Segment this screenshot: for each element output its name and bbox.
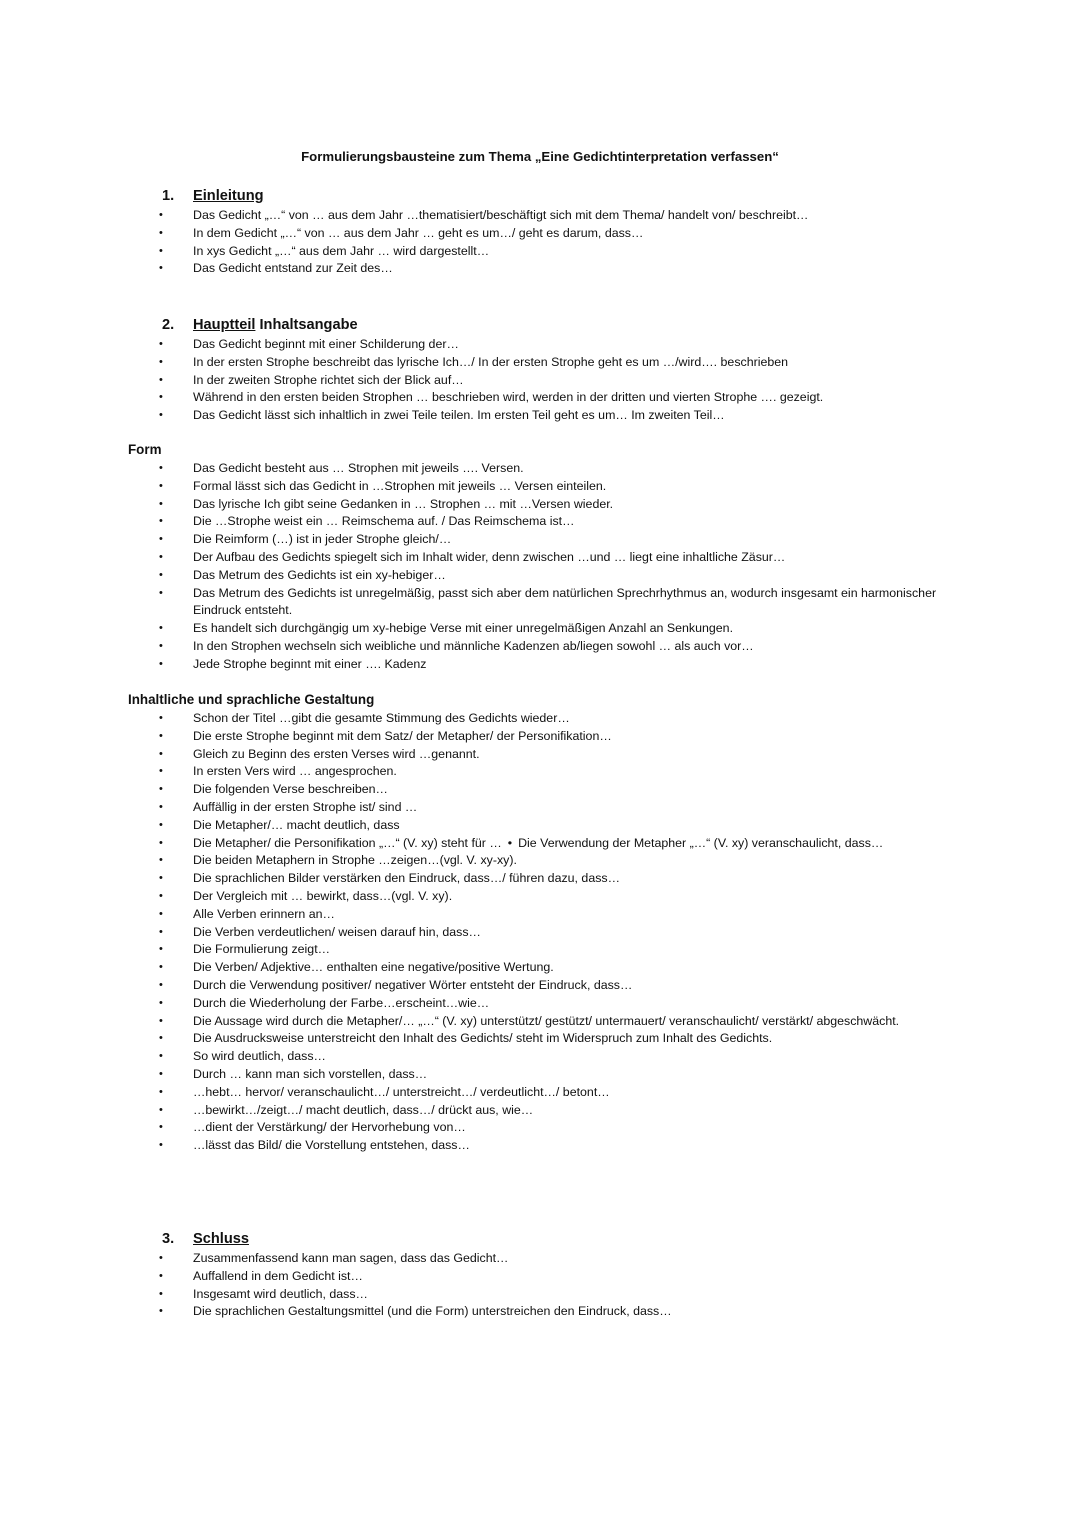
- list-item: • Der Aufbau des Gedichts spiegelt sich im Inhalt wider, denn zwischen …und … liegt eine inhaltliche Zäsur…: [0, 549, 1080, 567]
- section-schluss: [0, 1230, 1080, 1321]
- section-heading: [0, 316, 1080, 336]
- form-list: [0, 460, 1080, 674]
- section-number: 1.: [162, 188, 175, 204]
- list-item: • In dem Gedicht „…“ von … aus dem Jahr … geht es um…/ geht es darum, dass…: [0, 225, 1080, 243]
- list-item: • So wird deutlich, dass…: [0, 1048, 1080, 1066]
- list-item: • …hebt… hervor/ veranschaulicht…/ unterstreicht…/ verdeutlicht…/ betont…: [0, 1084, 1080, 1102]
- list-item: • …dient der Verstärkung/ der Hervorhebung von…: [0, 1119, 1080, 1137]
- list-item: • In ersten Vers wird … angesprochen.: [0, 763, 1080, 781]
- list-item: • Formal lässt sich das Gedicht in …Strophen mit jeweils … Versen einteilen.: [0, 478, 1080, 496]
- subsection-title: Form: [128, 442, 162, 457]
- list-item: • Gleich zu Beginn des ersten Verses wird …genannt.: [0, 746, 1080, 764]
- list-item: • Insgesamt wird deutlich, dass…: [0, 1286, 1080, 1304]
- list-item: • …lässt das Bild/ die Vorstellung entstehen, dass…: [0, 1137, 1080, 1155]
- list-item: • Die Verben/ Adjektive… enthalten eine negative/positive Wertung.: [0, 959, 1080, 977]
- section-heading: [0, 187, 1080, 207]
- gestaltung-list-a: [0, 710, 1080, 835]
- list-item: • Die Reimform (…) ist in jeder Strophe gleich/…: [0, 531, 1080, 549]
- schluss-list: [0, 1250, 1080, 1321]
- list-item: • Alle Verben erinnern an…: [0, 906, 1080, 924]
- section-number: 3.: [162, 1231, 175, 1247]
- list-item: • Jede Strophe beginnt mit einer …. Kadenz: [0, 656, 1080, 674]
- list-item: • Auffällig in der ersten Strophe ist/ sind …: [0, 799, 1080, 817]
- section-title: Hauptteil: [193, 317, 256, 333]
- list-item: • In den Strophen wechseln sich weibliche und männliche Kadenzen ab/liegen sowohl … als auch vor…: [0, 638, 1080, 656]
- list-item: • Die sprachlichen Bilder verstärken den Eindruck, dass…/ führen dazu, dass…: [0, 870, 1080, 888]
- list-item: • Der Vergleich mit … bewirkt, dass…(vgl. V. xy).: [0, 888, 1080, 906]
- list-item: • Das Metrum des Gedichts ist ein xy-hebiger…: [0, 567, 1080, 585]
- list-item: • Die Aussage wird durch die Metapher/… „…“ (V. xy) unterstützt/ gestützt/ untermauert/ veranschaulicht/ verstärkt/ abgeschwächt.: [0, 1013, 1080, 1031]
- list-item: • Die folgenden Verse beschreiben…: [0, 781, 1080, 799]
- list-item: • Die Ausdrucksweise unterstreicht den Inhalt des Gedichts/ steht im Widerspruch zum Inhalt des Gedichts.: [0, 1030, 1080, 1048]
- subsection-heading: [0, 440, 1080, 460]
- list-item: • Auffallend in dem Gedicht ist…: [0, 1268, 1080, 1286]
- section-hauptteil: [0, 316, 1080, 425]
- section-einleitung: [0, 187, 1080, 278]
- list-item: • …bewirkt…/zeigt…/ macht deutlich, dass…/ drückt aus, wie…: [0, 1102, 1080, 1120]
- list-item: • Das Gedicht „…“ von … aus dem Jahr …thematisiert/beschäftigt sich mit dem Thema/ handelt von/ beschreibt…: [0, 207, 1080, 225]
- list-item: • Das Gedicht entstand zur Zeit des…: [0, 260, 1080, 278]
- list-item: • Die erste Strophe beginnt mit dem Satz/ der Metapher/ der Personifikation…: [0, 728, 1080, 746]
- list-item: • Die sprachlichen Gestaltungsmittel (und die Form) unterstreichen den Eindruck, dass…: [0, 1303, 1080, 1321]
- list-item: • Schon der Titel …gibt die gesamte Stimmung des Gedichts wieder…: [0, 710, 1080, 728]
- list-item: • Die beiden Metaphern in Strophe …zeigen…(vgl. V. xy-xy).: [0, 852, 1080, 870]
- section-form: [0, 440, 1080, 674]
- list-item: • Durch … kann man sich vorstellen, dass…: [0, 1066, 1080, 1084]
- inline-bullet: •: [507, 835, 513, 850]
- einleitung-list: [0, 207, 1080, 278]
- list-item: • Die Metapher/ die Personifikation „…“ (V. xy) steht für … • Die Verwendung der Metapher „…“ (V. xy) veranschaulicht, dass…: [0, 835, 1080, 853]
- section-title: Einleitung: [193, 188, 264, 204]
- section-title: Schluss: [193, 1231, 249, 1247]
- list-item: • Das Gedicht besteht aus … Strophen mit jeweils …. Versen.: [0, 460, 1080, 478]
- list-item: • Während in den ersten beiden Strophen … beschrieben wird, werden in der dritten und vierten Strophe …. gezeigt.: [0, 389, 1080, 407]
- list-item: • Die Verben verdeutlichen/ weisen darauf hin, dass…: [0, 924, 1080, 942]
- list-item: • Das Gedicht beginnt mit einer Schilderung der…: [0, 336, 1080, 354]
- list-item: • Zusammenfassend kann man sagen, dass das Gedicht…: [0, 1250, 1080, 1268]
- list-item: • Die Formulierung zeigt…: [0, 941, 1080, 959]
- list-item: • Es handelt sich durchgängig um xy-hebige Verse mit einer unregelmäßigen Anzahl an Senkungen.: [0, 620, 1080, 638]
- list-item: • Die …Strophe weist ein … Reimschema auf. / Das Reimschema ist…: [0, 513, 1080, 531]
- subsection-heading: [0, 690, 1080, 710]
- hauptteil-list: [0, 336, 1080, 425]
- section-subtitle: Inhaltsangabe: [259, 317, 358, 333]
- list-item: • Das lyrische Ich gibt seine Gedanken in … Strophen … mit …Versen wieder.: [0, 496, 1080, 514]
- gestaltung-list-b: [0, 852, 1080, 1155]
- section-heading: [0, 1230, 1080, 1250]
- list-item: • Das Metrum des Gedichts ist unregelmäßig, passt sich aber dem natürlichen Sprechrhythmus an, wodurch insgesamt ein harmonischer Eindruck entsteht.: [0, 585, 1080, 621]
- list-item: • In der ersten Strophe beschreibt das lyrische Ich…/ In der ersten Strophe geht es um …/wird…. beschrieben: [0, 354, 1080, 372]
- subsection-title: Inhaltliche und sprachliche Gestaltung: [128, 692, 375, 707]
- list-item: • Durch die Wiederholung der Farbe…erscheint…wie…: [0, 995, 1080, 1013]
- list-item: • Das Gedicht lässt sich inhaltlich in zwei Teile teilen. Im ersten Teil geht es um… Im zweiten Teil…: [0, 407, 1080, 425]
- list-item: • In der zweiten Strophe richtet sich der Blick auf…: [0, 372, 1080, 390]
- list-item: • Durch die Verwendung positiver/ negativer Wörter entsteht der Eindruck, dass…: [0, 977, 1080, 995]
- section-number: 2.: [162, 317, 175, 333]
- list-item: • Die Metapher/… macht deutlich, dass: [0, 817, 1080, 835]
- gestaltung-combo-list: [0, 835, 1080, 853]
- section-gestaltung: [0, 690, 1080, 1155]
- document-title: Formulierungsbausteine zum Thema „Eine Gedichtinterpretation verfassen“: [301, 149, 779, 164]
- list-item: • In xys Gedicht „…“ aus dem Jahr … wird dargestellt…: [0, 243, 1080, 261]
